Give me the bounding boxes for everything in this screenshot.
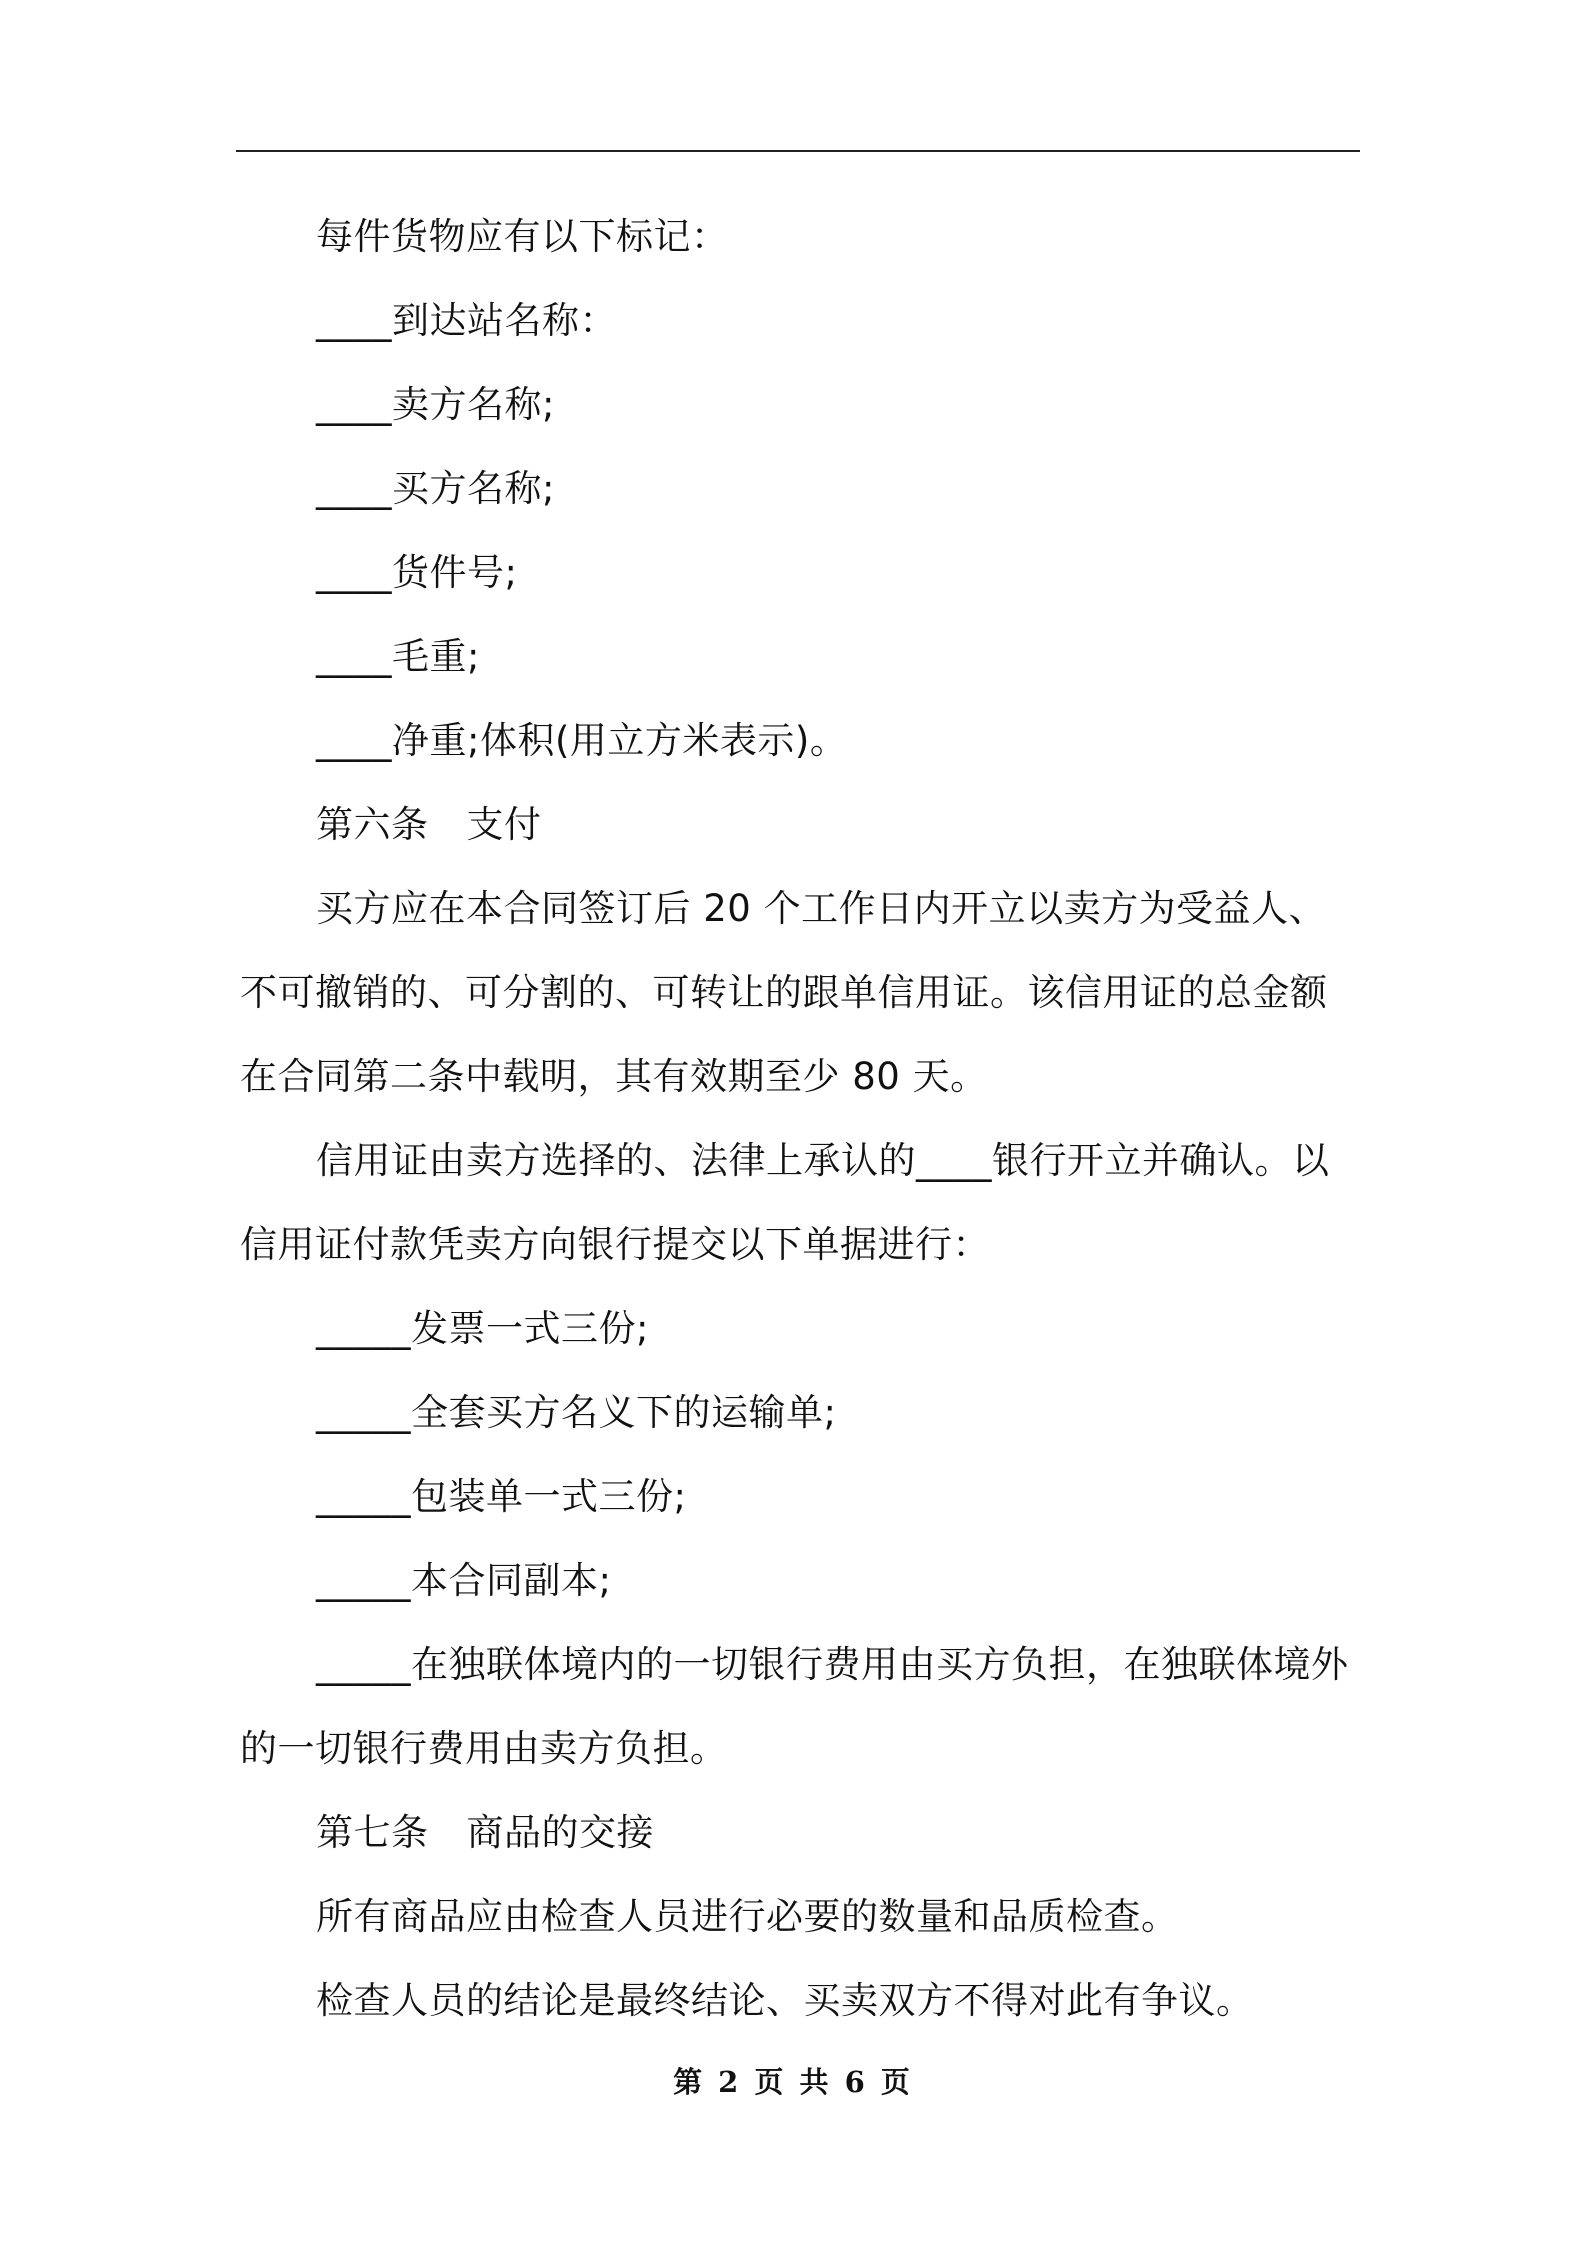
marking-item-destination: ____到达站名称：	[316, 299, 617, 342]
marking-item-seller: ____卖方名称;	[316, 383, 555, 426]
inspection-paragraph: 所有商品应由检查人员进行必要的数量和品质检查。	[316, 1895, 1179, 1938]
inspection-conclusion: 检查人员的结论是最终结论、买卖双方不得对此有争议。	[316, 1979, 1254, 2022]
header-rule	[236, 150, 1360, 152]
document-item-invoice: _____发票一式三份;	[316, 1307, 649, 1350]
article-7-number: 第七条	[316, 1811, 429, 1854]
article-7-heading	[240, 1791, 1356, 1875]
document-item-transport: _____全套买方名义下的运输单;	[316, 1391, 837, 1434]
marking-intro: 每件货物应有以下标记：	[316, 215, 729, 258]
payment-letter-of-credit: 买方应在本合同签订后 20 个工作日内开立以卖方为受益人、不可撤销的、可分割的、可转让的跟单信用证。该信用证的总金额在合同第二条中载明，其有效期至少 80 天。	[240, 887, 1328, 1098]
document-item-packing-list: _____包装单一式三份;	[316, 1475, 687, 1518]
article-7-title: 商品的交接	[466, 1811, 654, 1854]
payment-bank-documents: 信用证由卖方选择的、法律上承认的____银行开立并确认。以信用证付款凭卖方向银行提交以下单据进行：	[240, 1139, 1330, 1266]
document-item-bank-fees: _____在独联体境内的一切银行费用由买方负担，在独联体境外的一切银行费用由卖方负担。	[240, 1643, 1349, 1770]
article-6-heading	[240, 783, 1356, 867]
page-number-footer: 第 2 页 共 6 页	[673, 2065, 913, 2099]
article-6-number: 第六条	[316, 803, 429, 846]
marking-item-gross-weight: ____毛重;	[316, 635, 480, 678]
article-6-title: 支付	[466, 803, 542, 846]
marking-item-buyer: ____买方名称;	[316, 467, 555, 510]
marking-item-net-weight: ____净重;体积(用立方米表示)。	[316, 719, 848, 762]
document-body	[240, 195, 1356, 2043]
marking-item-package-no: ____货件号;	[316, 551, 518, 594]
document-item-contract-copy: _____本合同副本;	[316, 1559, 612, 1602]
